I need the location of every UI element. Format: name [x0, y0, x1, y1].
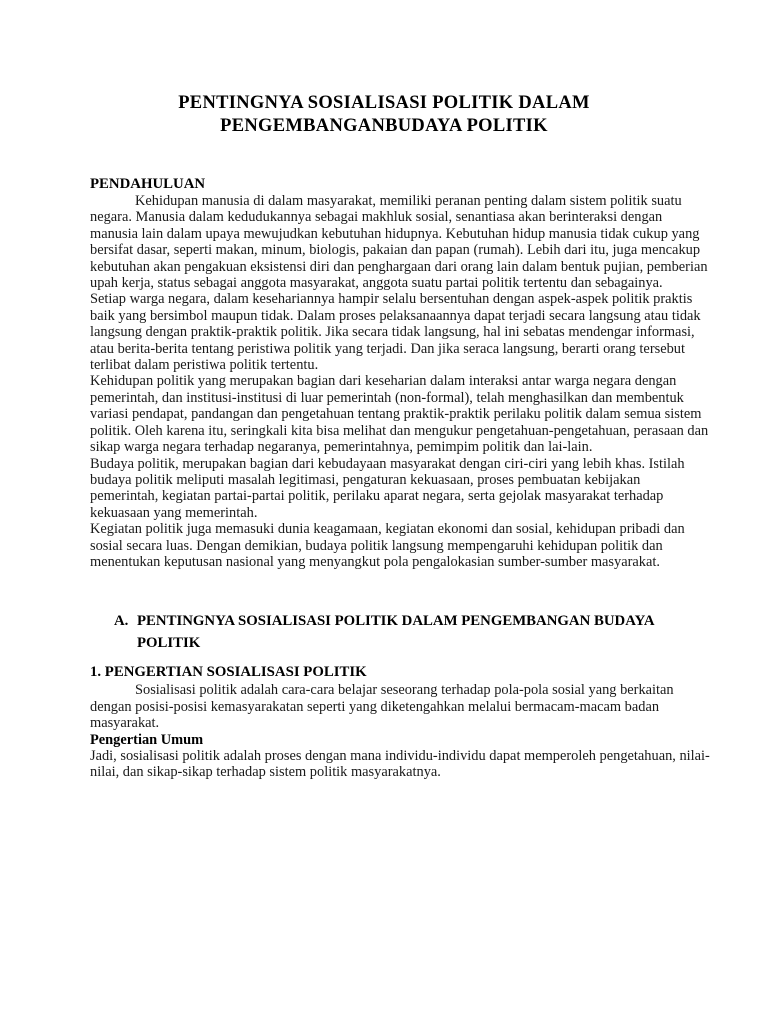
pendahuluan-paragraph-4: Budaya politik, merupakan bagian dari kebudayaan masyarakat dengan ciri-ciri yang lebih khas. Istilah budaya politik meliputi masalah legitimasi, pengaturan kekuasaan, proses pembuatan kebijakan pemerintah, kegiatan partai-partai politik, perilaku aparat negara, serta gejolak masyarakat terhadap kekuasaan yang memerintah. [90, 455, 685, 521]
subsection-1-paragraph: Sosialisasi politik adalah cara-cara belajar seseorang terhadap pola-pola sosial yang berkaitan dengan posisi-posisi kemasyarakatan seperti yang diketengahkan melalui bermacam-macam badan masyarakat. [90, 682, 674, 732]
document-body [90, 175, 710, 781]
pengertian-umum-heading: Pengertian Umum [90, 731, 204, 748]
section-a-heading [114, 610, 710, 654]
document-title [0, 0, 768, 138]
pendahuluan-paragraph-5: Kegiatan politik juga memasuki dunia keagamaan, kegiatan ekonomi dan sosial, kehidupan pribadi dan sosial secara luas. Dengan demikian, budaya politik langsung mempengaruhi kehidupan politik dan menentukan keputusan nasional yang menyangkut pola pengalokasian sumber-sumber masyarakat. [90, 521, 685, 570]
subsection-1-heading: 1. PENGERTIAN SOSIALISASI POLITIK [90, 664, 367, 681]
pendahuluan-paragraph-2: Setiap warga negara, dalam kesehariannya hampir selalu bersentuhan dengan aspek-aspek politik praktis baik yang bersimbol maupun tidak. Dalam proses pelaksanaannya dapat terjadi secara langsung atau tidak langsung dengan praktik-praktik politik. Jika secara tidak langsung, hal ini sebatas mendengar informasi, atau berita-berita tentang peristiwa politik yang terjadi. Dan jika seraca langsung, berarti orang tersebut terlibat dalam peristiwa politik tertentu. [90, 291, 701, 374]
pendahuluan-paragraph-3: Kehidupan politik yang merupakan bagian dari keseharian dalam interaksi antar warga negara dengan pemerintah, dan institusi-institusi di luar pemerintah (non-formal), telah menghasilkan dan membentuk variasi pendapat, pandangan dan pengetahuan tentang praktik-praktik perilaku politik dalam semua sistem politik. Oleh karena itu, seringkali kita bisa melihat dan mengukur pengetahuan-pengetahuan, perasaan dan sikap warga negara terhadap negaranya, pemerintahnya, pemimpim politik dan lai-lain. [90, 373, 709, 456]
document-title-line2: PENGEMBANGANBUDAYA POLITIK [220, 116, 548, 136]
document-title-line1: PENTINGNYA SOSIALISASI POLITIK DALAM [178, 93, 590, 113]
section-a-title: PENTINGNYA SOSIALISASI POLITIK DALAM PENGEMBANGAN BUDAYA POLITIK [137, 613, 654, 652]
subsection-1-paragraph-2: Jadi, sosialisasi politik adalah proses dengan mana individu-individu dapat memperoleh pengetahuan, nilai-nilai, dan sikap-sikap terhadap sistem politik masyarakatnya. [90, 747, 710, 781]
pendahuluan-paragraph-1: Kehidupan manusia di dalam masyarakat, memiliki peranan penting dalam sistem politik suatu negara. Manusia dalam kedudukannya sebagai makhluk sosial, senantiasa akan berinteraksi dengan manusia lain dalam upaya mewujudkan kebutuhan hidupnya. Kebutuhan hidup manusia tidak cukup yang bersifat dasar, seperti makan, minum, biologis, pakaian dan papan (rumah). Lebih dari itu, juga mencakup kebutuhan akan pengakuan eksistensi diri dan penghargaan dari orang lain dalam bentuk pujian, pemberian upah kerja, status sebagai anggota masyarakat, anggota suatu partai politik tertentu dan sebagainya. [90, 193, 708, 292]
pendahuluan-heading: PENDAHULUAN [90, 176, 206, 192]
section-a-label: A. [114, 613, 129, 630]
